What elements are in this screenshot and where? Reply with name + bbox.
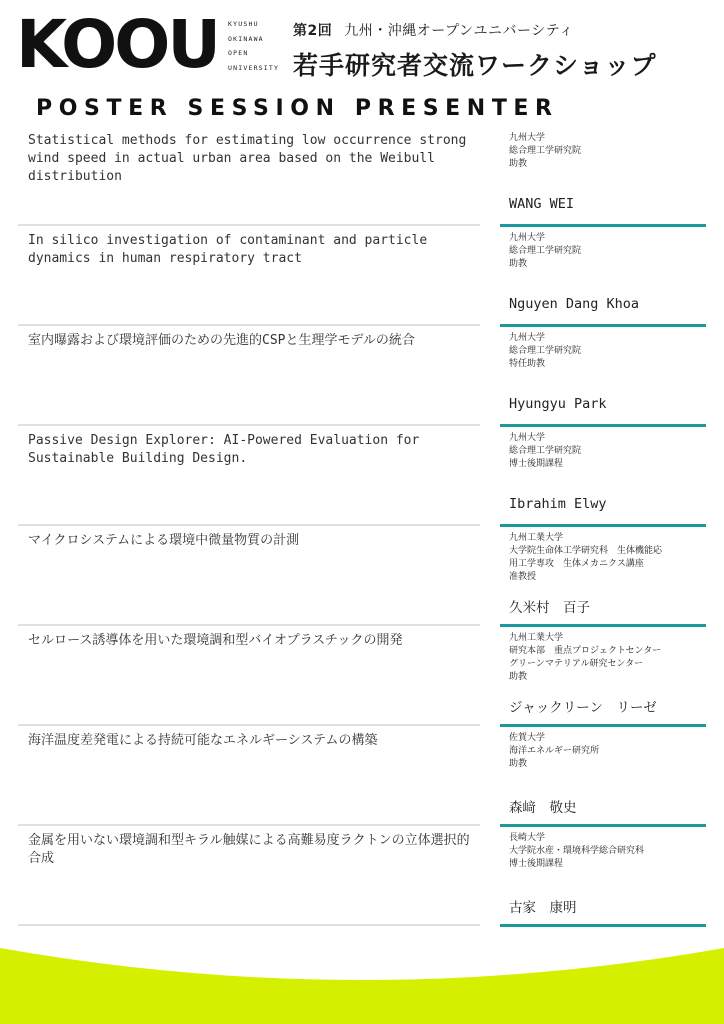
poster-title: In silico investigation of contaminant and particle dynamics in human respiratory tract: [28, 233, 428, 266]
affiliation-line: 九州大学: [509, 133, 546, 143]
series-title: 九州・沖縄オープンユニバーシティ: [344, 23, 574, 39]
presenter-name: ジャックリーン リーゼ: [509, 700, 657, 716]
affiliation-line: グリーンマテリアル研究センター: [509, 659, 644, 669]
affiliation-line: 准教授: [509, 572, 537, 582]
affiliation-line: 総合理工学研究院: [509, 446, 582, 456]
affiliation-line: 海洋エネルギー研究所: [509, 746, 600, 756]
university-line: OKINAWA: [228, 34, 264, 43]
lime-wave-shape: [0, 948, 724, 1024]
name-underline: [500, 624, 706, 627]
affiliation-line: 総合理工学研究院: [509, 246, 582, 256]
presenter-affiliation: [509, 632, 709, 684]
presenter-row: [0, 828, 724, 928]
affiliation-line: 助教: [509, 759, 528, 769]
presenter-affiliation: [509, 432, 709, 471]
poster-title: Statistical methods for estimating low occurrence strong wind speed in actual urban area based on the Weibull distribution: [28, 133, 467, 184]
poster-title: セルロース誘導体を用いた環境調和型バイオプラスチックの開発: [28, 633, 403, 648]
presenter-name: Ibrahim Elwy: [509, 496, 607, 512]
affiliation-line: 九州工業大学: [509, 633, 564, 643]
presenter-affiliation: [509, 232, 709, 271]
affiliation-line: 助教: [509, 159, 528, 169]
affiliation-line: 大学院水産・環境科学総合研究科: [509, 846, 645, 856]
presenter-name: 古家 康明: [509, 900, 577, 916]
row-divider: [18, 824, 480, 826]
presenter-row: [0, 728, 724, 828]
university-line: KYUSHU: [228, 20, 259, 28]
affiliation-line: 助教: [509, 259, 528, 269]
presenter-name: 久米村 百子: [509, 600, 590, 616]
affiliation-line: 総合理工学研究院: [509, 346, 582, 356]
presenter-affiliation: [509, 832, 709, 871]
koou-logo: [16, 6, 218, 83]
presenter-affiliation: [509, 332, 709, 371]
poster-title: 海洋温度差発電による持続可能なエネルギーシステムの構築: [28, 733, 378, 748]
row-divider: [18, 924, 480, 926]
event-title: 若手研究者交流ワークショップ: [293, 51, 657, 80]
presenter-row: [0, 528, 724, 628]
presenter-list: [0, 128, 724, 928]
row-divider: [18, 424, 480, 426]
poster-title: Passive Design Explorer: AI-Powered Evaluation for Sustainable Building Design.: [28, 433, 420, 466]
affiliation-line: 特任助教: [509, 359, 546, 369]
presenter-name: Hyungyu Park: [509, 396, 607, 412]
presenter-row: [0, 428, 724, 528]
affiliation-line: 九州大学: [509, 233, 546, 243]
name-underline: [500, 524, 706, 527]
affiliation-line: 佐賀大学: [509, 733, 546, 743]
affiliation-line: 総合理工学研究院: [509, 146, 582, 156]
event-heading: [293, 20, 713, 82]
row-divider: [18, 324, 480, 326]
section-title: POSTER SESSION PRESENTER: [36, 96, 559, 121]
presenter-name: Nguyen Dang Khoa: [509, 296, 640, 312]
affiliation-line: 大学院生命体工学研究科 生体機能応: [509, 546, 663, 556]
presenter-row: [0, 328, 724, 428]
affiliation-line: 用工学専攻 生体メカニクス講座: [509, 559, 644, 569]
row-divider: [18, 224, 480, 226]
name-underline: [500, 724, 706, 727]
presenter-row: [0, 128, 724, 228]
university-name: [228, 17, 290, 75]
affiliation-line: 研究本部 重点プロジェクトセンター: [509, 646, 662, 656]
name-underline: [500, 324, 706, 327]
presenter-name: 森﨑 敬史: [509, 800, 577, 816]
affiliation-line: 九州大学: [509, 433, 546, 443]
row-divider: [18, 724, 480, 726]
affiliation-line: 博士後期課程: [509, 459, 564, 469]
name-underline: [500, 824, 706, 827]
affiliation-line: 助教: [509, 672, 528, 682]
presenter-row: [0, 628, 724, 728]
university-line: UNIVERSITY: [228, 63, 280, 72]
presenter-row: [0, 228, 724, 328]
row-divider: [18, 624, 480, 626]
event-series: [293, 20, 713, 40]
poster-title: 室内曝露および環境評価のための先進的CSPと生理学モデルの統合: [28, 333, 415, 348]
row-divider: [18, 524, 480, 526]
series-number: 第2回: [293, 23, 333, 39]
name-underline: [500, 224, 706, 227]
poster-title: マイクロシステムによる環境中微量物質の計測: [28, 533, 300, 548]
logo-text: KOOU: [16, 6, 218, 83]
affiliation-line: 長崎大学: [509, 833, 546, 843]
header: [0, 0, 724, 95]
presenter-affiliation: [509, 132, 709, 171]
presenter-affiliation: [509, 532, 709, 584]
presenter-name: WANG WEI: [509, 196, 575, 212]
affiliation-line: 九州工業大学: [509, 533, 564, 543]
poster-title: 金属を用いない環境調和型キラル触媒による高難易度ラクトンの立体選択的合成: [28, 833, 470, 866]
name-underline: [500, 924, 706, 927]
name-underline: [500, 424, 706, 427]
decorative-wave: [0, 930, 724, 1024]
affiliation-line: 九州大学: [509, 333, 546, 343]
university-line: OPEN: [228, 49, 249, 57]
presenter-affiliation: [509, 732, 709, 771]
affiliation-line: 博士後期課程: [509, 859, 564, 869]
